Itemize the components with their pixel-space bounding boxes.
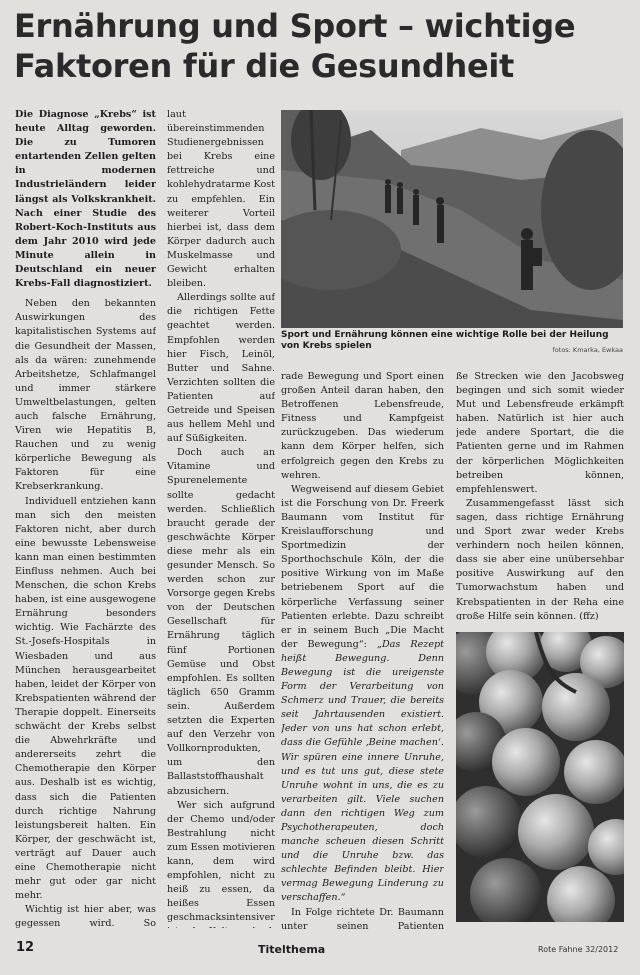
column-1 bbox=[15, 108, 156, 928]
author-sign: (ffz) bbox=[579, 610, 599, 620]
page-number: 12 bbox=[16, 940, 35, 955]
column-2 bbox=[167, 108, 275, 928]
headline-line-2: Faktoren für die Gesundheit bbox=[14, 47, 515, 85]
hikers-image bbox=[281, 110, 623, 328]
paragraph: Individuell entziehen kann man sich den meisten Faktoren nicht, aber durch eine bewusste Lebensweise kann man einen bestimmten Einfluss nehmen. Auch bei Menschen, die schon Krebs haben, ist eine ausgewogene Ernährung besonders wichtig. Wie Fachärzte des St.-Josefs-Hospitals in Wiesbaden und aus München herausgearbeitet haben, leidet der Körper von Krebspatienten während der Therapie doppelt. Einerseits schwächt der Krebs selbst die Abwehrkräfte und andererseits zehrt die Chemotherapie den Körper aus. Deshalb ist es wichtig, dass sich die Patienten durch richtige Nahrung leistungsbereit halten. Ein Körper, der geschwächt ist, verträgt auf Dauer auch eine Chemotherapie nicht mehr gut oder gar nicht mehr. bbox=[15, 495, 156, 902]
photo-caption: Sport und Ernährung können eine wichtige Rolle bei der Heilung von Krebs spielen bbox=[281, 330, 609, 351]
section-label: Titelthema bbox=[258, 943, 326, 956]
lead-paragraph: Die Diagnose „Krebs“ ist heute Alltag geworden. Die zu Tumoren entartenden Zellen gelten in modernen Industrieländern leider längst als Volkskrankheit. Nach einer Studie des Robert-Koch-Instituts aus dem Jahr 2010 wird jede Minute allein in Deutschland ein neuer Krebs-Fall diagnostiziert. bbox=[15, 109, 156, 290]
paragraph: Neben den bekannten Auswirkungen des kapitalistischen Systems auf die Gesundheit der Massen, als da wären: zunehmende Arbeitshetze, Schlafmangel und immer stärkere Umweltbelastungen, gelten auch falsche Ernährung, Viren wie Hepatitis B, Rauchen und zu wenig körperliche Bewegung als Faktoren für eine Krebserkrankung. bbox=[15, 298, 156, 493]
paragraph: laut übereinstimmenden Studienergebnissen bei Krebs eine fettreiche und kohlehydratarme Kost zu empfehlen. Ein weiterer Vorteil hierbei ist, dass dem Körper dadurch auch Muskelmasse und Gewicht erhalten bleiben. bbox=[167, 109, 275, 290]
paragraph: Wegweisend auf diesem Gebiet ist die Forschung von Dr. Freerk Baumann vom Institut für Kreislaufforschung und Sportmedizin der Sporthochschule Köln, der die positive Wirkung von im Maße betriebenem Sport auf die körperliche Verfassung seiner Patienten erlebte. Dazu schreibt er in seinem Buch „Die Macht der Bewegung“: „Das Rezept heißt Bewegung. Denn Bewegung ist die ureigenste Form der Verarbeitung von Schmerz und Trauer, die bereits seit Jahrtausenden existiert. Jeder von uns hat schon erlebt, dass die Gefühle ‚Beine machen‘. Wir spüren eine innere Unruhe, und es tut uns gut, diese stete Unruhe wohnt in uns, die es zu verarbeiten gilt. Viele suchen dann den richtigen Weg zum Psychotherapeuten, doch manche scheuen diesen Schritt und die Unruhe bzw. das schlechte Befinden bleibt. Hier vermag Bewegung Linderung zu verschaffen.“ bbox=[281, 483, 444, 904]
photo-credit: fotos: Kmarka, Ewkaa bbox=[552, 346, 623, 354]
paragraph: In Folge richtete Dr. Baumann unter seinen Patienten bbox=[281, 906, 444, 930]
paragraph: ße Strecken wie den Jacobsweg begingen und sich somit wieder Mut und Lebensfreude erkämpft haben. Natürlich ist hier auch jede andere Sportart, die die Patienten gerne und im Rahmen der körperlichen Möglichkeiten betreiben können, empfehlenswert. bbox=[456, 371, 624, 495]
grapes-photo bbox=[456, 632, 624, 922]
paragraph: Doch auch an Vitamine und Spurenelemente sollte gedacht werden. Schließlich braucht gerade der geschwächte Körper diese mehr als ein gesunder Mensch. So werden schon zur Vorsorge gegen Krebs von der Deutschen Gesellschaft für Ernährung täglich fünf Portionen Gemüse und Obst empfohlen. Es sollten täglich 650 Gramm sein. Außerdem setzten die Experten auf den Verzehr von Vollkornprodukten, um den Ballaststoffhaushalt abzusichern. bbox=[167, 447, 275, 797]
article-headline bbox=[14, 6, 626, 86]
column-4 bbox=[456, 370, 624, 620]
hikers-photo bbox=[281, 110, 623, 328]
paragraph: Wer sich aufgrund der Chemo und/oder Bestrahlung nicht zum Essen motivieren kann, dem wird empfohlen, nicht zu heiß zu essen, da heißes Essen geschmacksintensiver bbox=[167, 799, 275, 924]
paragraph: Allerdings sollte auf die richtigen Fette geachtet werden. Empfohlen werden hier Fisch, Leinöl, Butter und Sahne. Verzichten sollten die Patienten auf Getreide und Speisen aus hellem Mehl und auf Süßigkeiten. bbox=[167, 292, 275, 445]
grapes-image bbox=[456, 632, 624, 922]
paragraph: rade Bewegung und Sport einen großen Anteil daran haben, den Betroffenen Lebensfreude, Fitness und Kampfgeist zurückzugeben. Das wiederum kann dem Körper helfen, sich erfolgreich gegen den Krebs zu wehren. bbox=[281, 371, 444, 481]
issue-label: Rote Fahne 32/2012 bbox=[538, 945, 619, 954]
paragraph: Wichtig ist hier aber, was gegessen wird. So bbox=[15, 904, 156, 928]
column-3 bbox=[281, 370, 444, 930]
headline-line-1: Ernährung und Sport – wichtige bbox=[14, 7, 576, 45]
paragraph: Zusammengefasst lässt sich sagen, dass richtige Ernährung und Sport zwar weder Krebs verhindern noch heilen können, dass sie aber eine unübersehbar positive Auswirkung auf den Tumorwachstum haben und Krebspatienten in der Reha eine große Hilfe sein können. (ffz) bbox=[456, 497, 624, 620]
